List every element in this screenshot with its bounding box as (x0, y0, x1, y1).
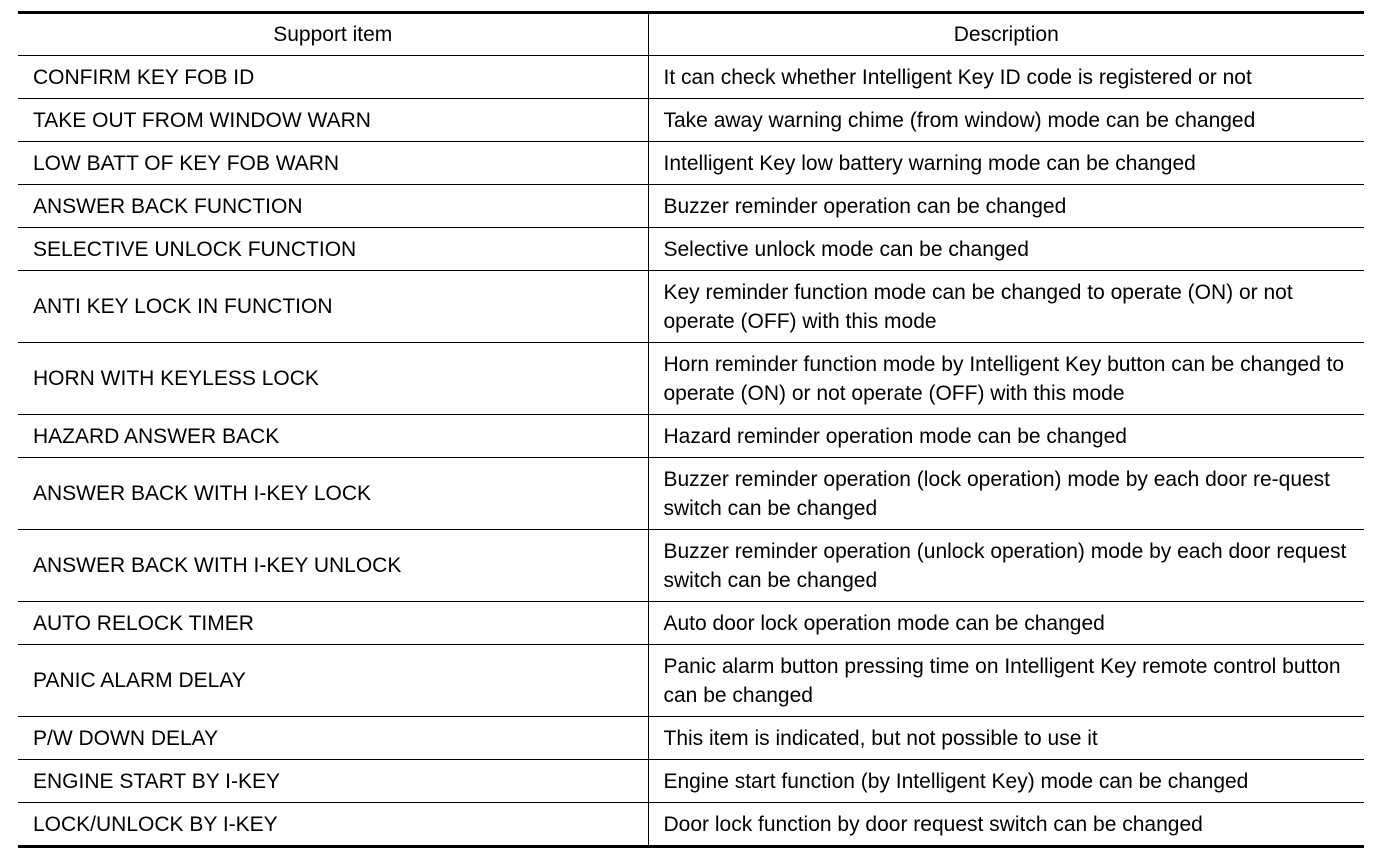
table-row (18, 185, 1364, 228)
support-item-cell: HAZARD ANSWER BACK (18, 415, 648, 458)
description-cell: Key reminder function mode can be changed to operate (ON) or not operate (OFF) with this mode (648, 271, 1364, 343)
table-row (18, 271, 1364, 343)
description-cell: Panic alarm button pressing time on Intelligent Key remote control button can be changed (648, 645, 1364, 717)
support-item-cell: CONFIRM KEY FOB ID (18, 56, 648, 99)
table-row (18, 343, 1364, 415)
table-row (18, 717, 1364, 760)
support-item-cell: AUTO RELOCK TIMER (18, 602, 648, 645)
description-cell: This item is indicated, but not possible to use it (648, 717, 1364, 760)
description-cell: Selective unlock mode can be changed (648, 228, 1364, 271)
table-row (18, 228, 1364, 271)
description-cell: Buzzer reminder operation can be changed (648, 185, 1364, 228)
description-cell: Engine start function (by Intelligent Key) mode can be changed (648, 760, 1364, 803)
table-row (18, 458, 1364, 530)
table-row (18, 56, 1364, 99)
table-row (18, 760, 1364, 803)
support-item-cell: SELECTIVE UNLOCK FUNCTION (18, 228, 648, 271)
description-cell: Hazard reminder operation mode can be changed (648, 415, 1364, 458)
description-cell: It can check whether Intelligent Key ID code is registered or not (648, 56, 1364, 99)
support-item-cell: ANSWER BACK WITH I-KEY UNLOCK (18, 530, 648, 602)
table-row (18, 142, 1364, 185)
description-cell: Door lock function by door request switch can be changed (648, 803, 1364, 847)
table-row (18, 645, 1364, 717)
support-item-cell: ANSWER BACK FUNCTION (18, 185, 648, 228)
support-item-cell: TAKE OUT FROM WINDOW WARN (18, 99, 648, 142)
table-row (18, 803, 1364, 847)
support-item-cell: ENGINE START BY I-KEY (18, 760, 648, 803)
header-support-item: Support item (18, 13, 648, 56)
description-cell: Intelligent Key low battery warning mode can be changed (648, 142, 1364, 185)
support-item-cell: HORN WITH KEYLESS LOCK (18, 343, 648, 415)
table-header-row (18, 13, 1364, 56)
support-item-cell: P/W DOWN DELAY (18, 717, 648, 760)
support-item-cell: PANIC ALARM DELAY (18, 645, 648, 717)
table-row (18, 415, 1364, 458)
description-cell: Take away warning chime (from window) mode can be changed (648, 99, 1364, 142)
description-cell: Horn reminder function mode by Intelligent Key button can be changed to operate (ON) or not operate (OFF) with this mode (648, 343, 1364, 415)
support-item-cell: LOCK/UNLOCK BY I-KEY (18, 803, 648, 847)
table-row (18, 99, 1364, 142)
description-cell: Buzzer reminder operation (lock operation) mode by each door re-quest switch can be changed (648, 458, 1364, 530)
description-cell: Buzzer reminder operation (unlock operation) mode by each door request switch can be changed (648, 530, 1364, 602)
table-row (18, 530, 1364, 602)
support-item-table (18, 11, 1364, 848)
support-item-cell: ANSWER BACK WITH I-KEY LOCK (18, 458, 648, 530)
table-row (18, 602, 1364, 645)
support-item-cell: ANTI KEY LOCK IN FUNCTION (18, 271, 648, 343)
description-cell: Auto door lock operation mode can be changed (648, 602, 1364, 645)
support-item-cell: LOW BATT OF KEY FOB WARN (18, 142, 648, 185)
header-description: Description (648, 13, 1364, 56)
